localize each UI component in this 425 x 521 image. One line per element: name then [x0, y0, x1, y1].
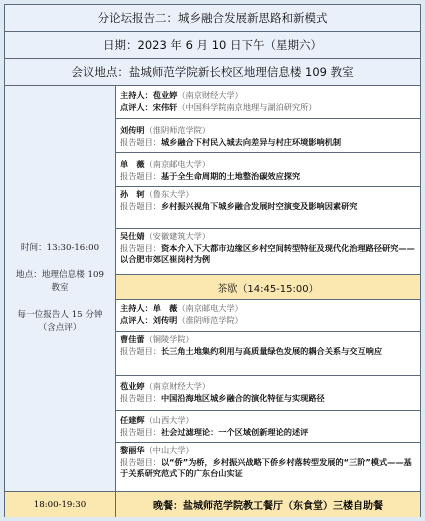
dinner-text: 晚餐：盐城师范学院教工餐厅（东食堂）三楼自助餐 [153, 501, 383, 512]
reviewer-org: （中国科学院南京地理与湖泊研究所） [177, 101, 317, 112]
talk-label: 报告题目： [120, 392, 161, 403]
dinner-time-text: 18:00-19:30 [33, 499, 87, 510]
session2-chairs [116, 300, 420, 332]
talk-label: 报告题目： [120, 456, 161, 467]
talk-item [116, 443, 420, 492]
speaker-name: 吴仕婧 [120, 231, 145, 241]
host-name: 单 薇 [152, 303, 178, 313]
speaker-name: 苞业婷 [120, 381, 145, 391]
host-org: （南京邮电大学） [177, 303, 243, 313]
session-time: 时间：13:30-16:00 [20, 243, 100, 253]
talk-item [116, 332, 420, 376]
venue-text: 会议地点：盐城师范学院新长校区地理信息楼 109 教室 [71, 65, 354, 79]
session1-chairs [116, 86, 420, 119]
date-text: 日期：2023 年 6 月 10 日下午（星期六） [103, 38, 322, 52]
speaker-name: 任建辉 [120, 415, 145, 425]
talk-label: 报告题目： [120, 136, 161, 147]
session-place-line1: 地点：地理信息楼 109 [16, 270, 104, 280]
tea-break [116, 275, 420, 300]
talk-item [116, 411, 420, 443]
talk-title: 社会过滤理论：一个区域创新理论的述评 [160, 426, 309, 437]
host-org: （南京财经大学） [177, 90, 243, 100]
reviewer-name: 刘传明 [152, 314, 178, 325]
reviewer-org: （淮阴师范学院） [177, 314, 243, 325]
reviewer-name: 宋伟轩 [152, 101, 178, 112]
talk-item [116, 229, 420, 275]
tea-break-text: 茶歇（14:45-15:00） [217, 283, 319, 295]
talk-title: 以“侨”为桥，乡村振兴战略下侨乡村落转型发展的“三阶”模式——基于关系研究范式下的广东台山实证 [120, 456, 412, 478]
host-label: 主持人： [120, 90, 153, 100]
dinner-time [5, 492, 116, 517]
speaker-org: （中山大学） [144, 445, 194, 455]
talk-label: 报告题目： [120, 345, 161, 356]
talk-title: 长三角土地集约利用与高质量绿色发展的耦合关系与交互响应 [160, 345, 383, 356]
talk-item [116, 119, 420, 153]
speaker-name: 黎丽华 [120, 445, 145, 455]
session-rule-line2: （含点评） [38, 323, 82, 333]
venue-row [5, 59, 420, 86]
dinner-info [116, 492, 420, 517]
talk-title: 城乡融合下村民入城去向差异与村庄环境影响机制 [160, 136, 342, 147]
speaker-org: （鲁东大学） [144, 189, 194, 199]
date-row [5, 32, 420, 59]
talk-label: 报告题目： [120, 170, 161, 181]
talk-title: 资本介入下大都市边缘区乡村空间转型特征及现代化治理路径研究——以合肥市郊区崔岗村为例 [120, 242, 415, 264]
talk-title: 乡村振兴视角下城乡融合发展时空演变及影响因素研究 [160, 200, 358, 211]
speaker-name: 刘传明 [120, 125, 145, 135]
speaker-org: （南京财经大学） [144, 381, 211, 391]
host-name: 苞业婷 [152, 90, 178, 100]
forum-title-text: 分论坛报告二：城乡融合发展新思路和新模式 [97, 11, 328, 25]
session-rule-line1: 每一位报告人 15 分钟 [17, 310, 103, 320]
reviewer-label: 点评人： [120, 314, 153, 325]
speaker-name: 曹佳蕾 [120, 334, 145, 344]
schedule-table [4, 4, 421, 517]
speaker-name: 单 薇 [120, 159, 145, 169]
talk-item [116, 376, 420, 411]
speaker-org: （山西大学） [144, 415, 194, 425]
session-place-line2: 教室 [51, 283, 69, 293]
session-info [5, 86, 116, 492]
speaker-org: （安徽建筑大学） [144, 231, 211, 241]
talk-label: 报告题目： [120, 242, 161, 253]
reviewer-label: 点评人： [120, 101, 153, 112]
host-label: 主持人： [120, 303, 153, 313]
talk-title: 中国沿海地区城乡融合的演化特征与实现路径 [160, 392, 325, 403]
talk-item [116, 153, 420, 187]
talk-title: 基于全生命周期的土地整治碳效应探究 [160, 170, 301, 181]
forum-title [5, 5, 420, 32]
talk-label: 报告题目： [120, 426, 161, 437]
speaker-name: 孙 轲 [120, 189, 145, 199]
speaker-org: （铜陵学院） [144, 334, 194, 344]
speaker-org: （淮阴师范学院） [144, 125, 211, 135]
talk-item [116, 187, 420, 229]
talk-label: 报告题目： [120, 200, 161, 211]
speaker-org: （南京邮电大学） [144, 159, 211, 169]
